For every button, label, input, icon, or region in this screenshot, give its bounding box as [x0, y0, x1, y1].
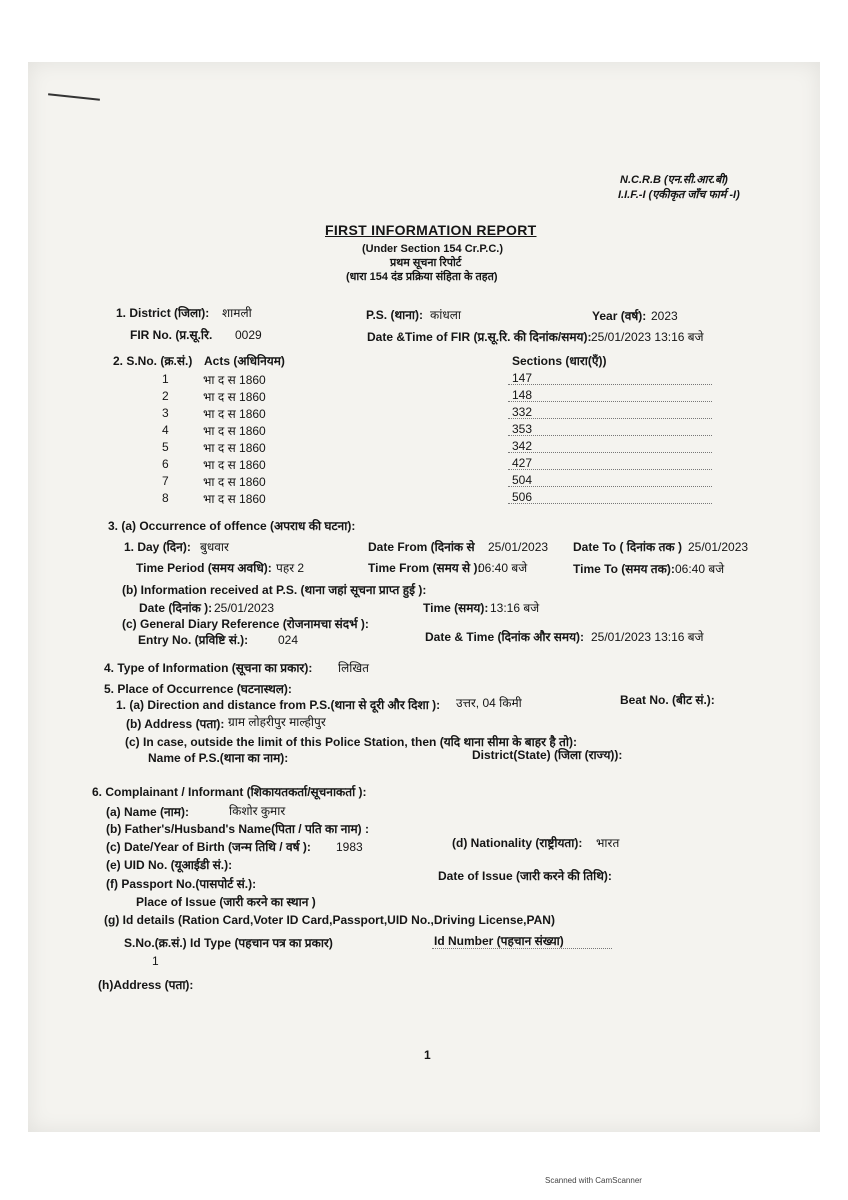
nationality-label: (d) Nationality (राष्ट्रीयता): — [452, 836, 583, 850]
act-row-act: भा द स 1860 — [203, 390, 266, 404]
time-period-value: पहर 2 — [276, 561, 305, 575]
act-row-section: 353 — [512, 422, 533, 436]
act-row-act: भा द स 1860 — [203, 475, 266, 489]
report-title: FIRST INFORMATION REPORT — [325, 222, 537, 238]
dotted-line — [508, 503, 712, 504]
act-row-sno: 2 — [162, 389, 169, 403]
act-row-act: भा द स 1860 — [203, 407, 266, 421]
act-row-act: भा द स 1860 — [203, 441, 266, 455]
act-row-section: 504 — [512, 473, 533, 487]
act-row-sno: 4 — [162, 423, 169, 437]
name-value: किशोर कुमार — [229, 804, 286, 818]
beat-no-label: Beat No. (बीट सं.): — [620, 693, 715, 707]
uid-label: (e) UID No. (यूआईडी सं.): — [106, 858, 233, 872]
act-row-section: 342 — [512, 439, 533, 453]
dotted-line — [508, 486, 712, 487]
passport-label: (f) Passport No.(पासपोर्ट सं.): — [106, 877, 257, 891]
act-row-act: भा द स 1860 — [203, 492, 266, 506]
act-row-sno: 5 — [162, 440, 169, 454]
info-received-label: (b) Information received at P.S. (थाना जहां सूचना प्राप्त हुई ): — [122, 583, 427, 597]
date-from-label: Date From (दिनांक से — [368, 540, 475, 554]
occurrence-heading: 3. (a) Occurrence of offence (अपराध की घटना): — [108, 519, 356, 533]
address-value: ग्राम लोहरीपुर माल्हीपुर — [228, 715, 326, 729]
diary-datetime-label: Date & Time (दिनांक और समय): — [425, 630, 585, 644]
complainant-address-label: (h)Address (पता): — [98, 978, 194, 992]
act-row-sno: 8 — [162, 491, 169, 505]
time-period-label: Time Period (समय अवधि): — [136, 561, 272, 575]
time-to-value: 06:40 बजे — [675, 562, 725, 576]
page-number: 1 — [424, 1048, 431, 1062]
dotted-line — [508, 418, 712, 419]
pen-mark — [48, 93, 100, 100]
outside-limit-label: (c) In case, outside the limit of this Police Station, then (यदि थाना सीमा के बाहर है तो): — [125, 735, 577, 749]
fir-value: 0029 — [235, 328, 262, 342]
act-row-act: भा द स 1860 — [203, 373, 266, 387]
sno-header: 2. S.No. (क्र.सं.) — [113, 354, 193, 368]
act-row-sno: 6 — [162, 457, 169, 471]
hindi-title: प्रथम सूचना रिपोर्ट — [390, 257, 462, 269]
birth-label: (c) Date/Year of Birth (जन्म तिथि / वर्ष ): — [106, 840, 311, 854]
fir-page — [28, 62, 820, 1132]
father-name-label: (b) Father's/Husband's Name(पिता / पति का नाम) : — [106, 822, 369, 836]
outside-district-label: District(State) (जिला (राज्य)): — [472, 748, 623, 762]
id-number-header: Id Number (पहचान संख्या) — [434, 934, 564, 948]
time-from-label: Time From (समय से ): — [368, 561, 482, 575]
act-row-section: 427 — [512, 456, 533, 470]
diary-reference-label: (c) General Diary Reference (रोजनामचा संदर्भ ): — [122, 617, 369, 631]
fir-label: FIR No. (प्र.सू.रि. — [130, 328, 213, 342]
place-label: 5. Place of Occurrence (घटनास्थल): — [104, 682, 292, 696]
iif-code: I.I.F.-I (एकीकृत जाँच फार्म -I) — [618, 189, 740, 201]
act-row-section: 506 — [512, 490, 533, 504]
act-row-act: भा द स 1860 — [203, 458, 266, 472]
info-type-value: लिखित — [338, 661, 370, 675]
act-row-sno: 7 — [162, 474, 169, 488]
sections-header: Sections (धारा(एँ)) — [512, 354, 607, 368]
dotted-line — [508, 469, 712, 470]
hindi-section: (धारा 154 दंड प्रक्रिया संहिता के तहत) — [346, 271, 498, 283]
dotted-line — [432, 948, 612, 949]
info-type-label: 4. Type of Information (सूचना का प्रकार): — [104, 661, 313, 675]
act-row-sno: 1 — [162, 372, 169, 386]
entry-no-label: Entry No. (प्रविष्टि सं.): — [138, 633, 249, 647]
time-from-value: 06:40 बजे — [478, 561, 528, 575]
received-time-label: Time (समय): — [423, 601, 489, 615]
date-to-label: Date To ( दिनांक तक ) — [573, 540, 682, 554]
year-value: 2023 — [651, 309, 678, 323]
nationality-value: भारत — [596, 836, 620, 850]
address-label: (b) Address (पता): — [126, 717, 225, 731]
acts-header: Acts (अधिनियम) — [204, 354, 285, 368]
under-section: (Under Section 154 Cr.P.C.) — [362, 243, 504, 255]
entry-no-value: 024 — [278, 633, 299, 647]
fir-datetime-label: Date &Time of FIR (प्र.सू.रि. की दिनांक/समय): — [367, 330, 592, 344]
act-row-sno: 3 — [162, 406, 169, 420]
name-label: (a) Name (नाम): — [106, 805, 189, 819]
act-row-section: 332 — [512, 405, 533, 419]
dotted-line — [508, 401, 712, 402]
received-date-label: Date (दिनांक ): — [139, 601, 213, 615]
dotted-line — [508, 452, 712, 453]
id-table-header: S.No.(क्र.सं.) Id Type (पहचान पत्र का प्रकार) — [124, 936, 333, 950]
act-row-section: 148 — [512, 388, 533, 402]
ps-value: कांधला — [430, 308, 461, 322]
ps-label: P.S. (थाना): — [366, 308, 423, 322]
time-to-label: Time To (समय तक): — [573, 562, 675, 576]
act-row-act: भा द स 1860 — [203, 424, 266, 438]
id-details-label: (g) Id details (Ration Card,Voter ID Card,Passport,UID No.,Driving License,PAN) — [104, 913, 555, 927]
dotted-line — [508, 384, 712, 385]
direction-label: 1. (a) Direction and distance from P.S.(थाना से दूरी और दिशा ): — [116, 698, 441, 712]
complainant-label: 6. Complainant / Informant (शिकायतकर्ता/सूचनाकर्ता ): — [92, 785, 367, 799]
passport-issue-date-label: Date of Issue (जारी करने की तिथि): — [438, 869, 612, 883]
received-date-value: 25/01/2023 — [214, 601, 275, 615]
diary-datetime-value: 25/01/2023 13:16 बजे — [591, 630, 704, 644]
dotted-line — [508, 435, 712, 436]
scanner-watermark: Scanned with CamScanner — [545, 1176, 642, 1185]
date-from-value: 25/01/2023 — [488, 540, 549, 554]
direction-value: उत्तर, 04 किमी — [456, 696, 522, 710]
birth-value: 1983 — [336, 840, 363, 854]
act-row-section: 147 — [512, 371, 533, 385]
fir-datetime-value: 25/01/2023 13:16 बजे — [591, 330, 704, 344]
district-label: 1. District (जिला): — [116, 306, 210, 320]
day-value: बुधवार — [200, 540, 229, 554]
outside-ps-name-label: Name of P.S.(थाना का नाम): — [148, 751, 289, 765]
passport-issue-place-label: Place of Issue (जारी करने का स्थान ) — [136, 895, 316, 909]
day-label: 1. Day (दिन): — [124, 540, 191, 554]
ncrb-code: N.C.R.B (एन.सी.आर.बी) — [620, 174, 728, 186]
received-time-value: 13:16 बजे — [490, 601, 540, 615]
date-to-value: 25/01/2023 — [688, 540, 749, 554]
year-label: Year (वर्ष): — [592, 309, 647, 323]
district-value: शामली — [222, 306, 252, 320]
id-row-sno: 1 — [152, 954, 159, 968]
